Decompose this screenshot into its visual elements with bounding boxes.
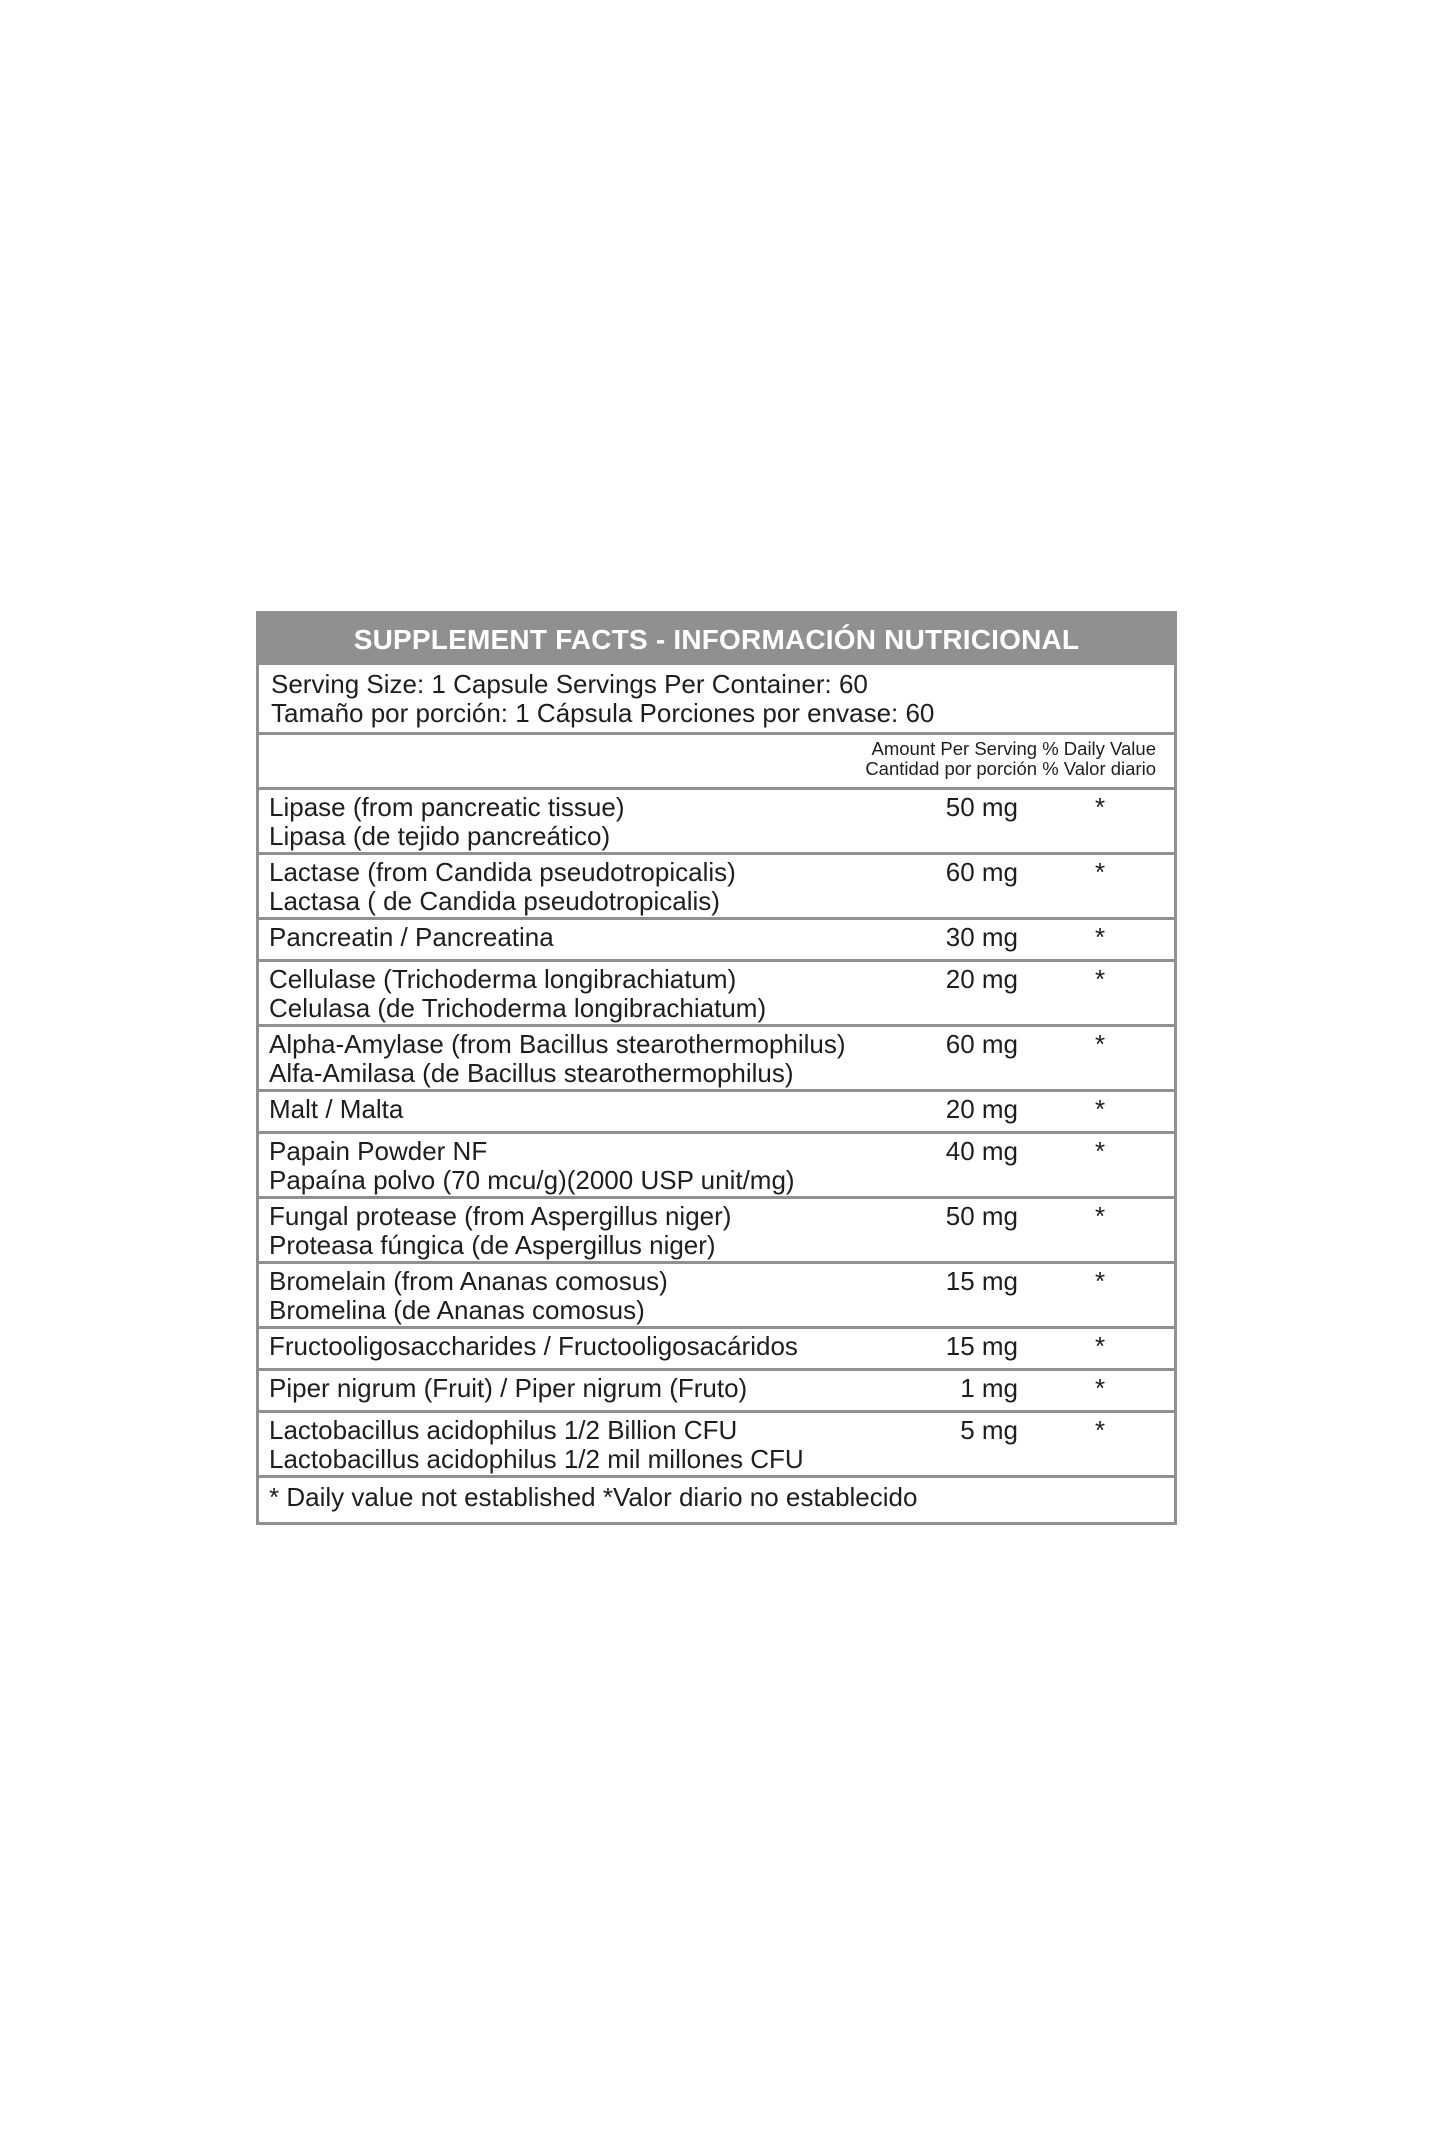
ingredient-row: [259, 790, 1174, 855]
ingredient-name-es: Celulasa (de Trichoderma longibrachiatum): [269, 993, 767, 1023]
serving-line-en: Serving Size: 1 Capsule Servings Per Container: 60: [271, 669, 868, 699]
ingredient-row: [259, 1027, 1174, 1092]
ingredient-name-es: Proteasa fúngica (de Aspergillus niger): [269, 1230, 716, 1260]
column-header-en: Amount Per Serving % Daily Value: [871, 738, 1156, 759]
ingredient-name-en: Fungal protease (from Aspergillus niger): [269, 1201, 732, 1231]
ingredient-amount: 50 mg: [945, 1201, 1018, 1231]
ingredient-name-en: Pancreatin / Pancreatina: [269, 922, 554, 952]
ingredient-amount: 60 mg: [945, 857, 1018, 887]
ingredient-amount: 20 mg: [945, 1094, 1018, 1124]
ingredient-row: [259, 920, 1174, 962]
ingredient-row: [259, 1134, 1174, 1199]
panel-title: SUPPLEMENT FACTS - INFORMACIÓN NUTRICIONAL: [259, 614, 1174, 665]
supplement-facts-panel: [256, 611, 1177, 1525]
ingredient-name-es: Lactasa ( de Candida pseudotropicalis): [269, 886, 720, 916]
ingredient-name-en: Lipase (from pancreatic tissue): [269, 792, 625, 822]
ingredient-name-en: Lactobacillus acidophilus 1/2 Billion CFU: [269, 1415, 738, 1445]
ingredient-row: [259, 1329, 1174, 1371]
ingredient-daily-value: *: [1095, 1094, 1106, 1124]
ingredient-name-en: Bromelain (from Ananas comosus): [269, 1266, 668, 1296]
ingredient-daily-value: *: [1095, 1266, 1106, 1296]
ingredient-row: [259, 855, 1174, 920]
ingredient-daily-value: *: [1095, 964, 1106, 994]
ingredient-name-en: Malt / Malta: [269, 1094, 404, 1124]
ingredient-daily-value: *: [1095, 1136, 1106, 1166]
ingredient-daily-value: *: [1095, 792, 1106, 822]
ingredient-row: [259, 1413, 1174, 1478]
ingredient-amount: 1 mg: [960, 1373, 1018, 1403]
ingredient-name-en: Piper nigrum (Fruit) / Piper nigrum (Fruto): [269, 1373, 748, 1403]
ingredient-daily-value: *: [1095, 1415, 1106, 1445]
ingredient-daily-value: *: [1095, 1331, 1106, 1361]
column-headers: [259, 735, 1174, 790]
serving-line-es: Tamaño por porción: 1 Cápsula Porciones por envase: 60: [271, 698, 935, 728]
column-header-es: Cantidad por porción % Valor diario: [865, 758, 1156, 779]
footnote: * Daily value not established *Valor diario no establecido: [269, 1482, 918, 1512]
ingredient-amount: 40 mg: [945, 1136, 1018, 1166]
ingredient-amount: 60 mg: [945, 1029, 1018, 1059]
ingredient-row: [259, 1264, 1174, 1329]
ingredient-daily-value: *: [1095, 857, 1106, 887]
ingredient-daily-value: *: [1095, 1373, 1106, 1403]
ingredient-daily-value: *: [1095, 1201, 1106, 1231]
ingredient-name-en: Fructooligosaccharides / Fructooligosacáridos: [269, 1331, 798, 1361]
ingredient-name-en: Lactase (from Candida pseudotropicalis): [269, 857, 736, 887]
ingredient-amount: 50 mg: [945, 792, 1018, 822]
ingredient-row: [259, 962, 1174, 1027]
ingredient-row: [259, 1371, 1174, 1413]
serving-info: [259, 665, 1174, 735]
ingredient-name-es: Lactobacillus acidophilus 1/2 mil millones CFU: [269, 1444, 804, 1474]
ingredient-row: [259, 1199, 1174, 1264]
ingredient-name-en: Cellulase (Trichoderma longibrachiatum): [269, 964, 737, 994]
ingredient-name-en: Papain Powder NF: [269, 1136, 488, 1166]
ingredient-amount: 30 mg: [945, 922, 1018, 952]
ingredient-name-es: Alfa-Amilasa (de Bacillus stearothermophilus): [269, 1058, 794, 1088]
ingredient-amount: 15 mg: [945, 1331, 1018, 1361]
ingredient-daily-value: *: [1095, 1029, 1106, 1059]
ingredient-name-es: Lipasa (de tejido pancreático): [269, 821, 611, 851]
ingredient-name-es: Bromelina (de Ananas comosus): [269, 1295, 645, 1325]
ingredient-amount: 5 mg: [960, 1415, 1018, 1445]
ingredient-name-en: Alpha-Amylase (from Bacillus stearothermophilus): [269, 1029, 846, 1059]
ingredient-row: [259, 1092, 1174, 1134]
ingredient-daily-value: *: [1095, 922, 1106, 952]
ingredient-name-es: Papaína polvo (70 mcu/g)(2000 USP unit/mg): [269, 1165, 795, 1195]
ingredient-amount: 20 mg: [945, 964, 1018, 994]
ingredient-amount: 15 mg: [945, 1266, 1018, 1296]
